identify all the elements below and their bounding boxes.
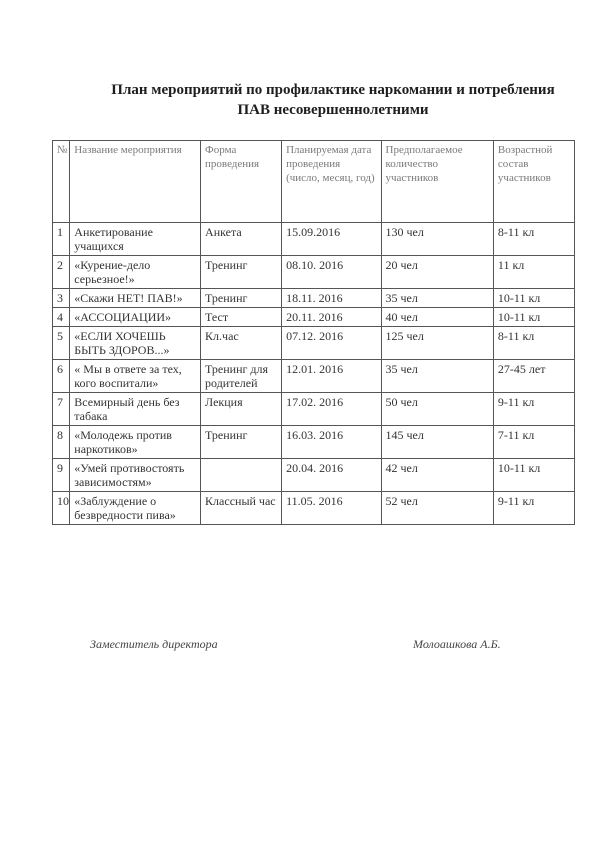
cell-number: 10 — [53, 492, 70, 525]
cell-quantity: 125 чел — [381, 327, 493, 360]
col-header-number: № — [53, 141, 70, 223]
cell-age: 10-11 кл — [493, 308, 574, 327]
cell-number: 4 — [53, 308, 70, 327]
cell-date: 20.04. 2016 — [282, 459, 381, 492]
cell-quantity: 40 чел — [381, 308, 493, 327]
events-table — [52, 140, 575, 525]
table-row — [53, 223, 575, 256]
cell-name: « Мы в ответе за тех, кого воспитали» — [70, 360, 201, 393]
table-row — [53, 360, 575, 393]
cell-date: 12.01. 2016 — [282, 360, 381, 393]
table-row — [53, 393, 575, 426]
table-row — [53, 256, 575, 289]
cell-age: 8-11 кл — [493, 327, 574, 360]
cell-age: 9-11 кл — [493, 393, 574, 426]
cell-form — [201, 459, 282, 492]
cell-number: 3 — [53, 289, 70, 308]
cell-date: 07.12. 2016 — [282, 327, 381, 360]
cell-quantity: 35 чел — [381, 360, 493, 393]
cell-form: Классный час — [201, 492, 282, 525]
cell-form: Лекция — [201, 393, 282, 426]
cell-quantity: 130 чел — [381, 223, 493, 256]
cell-age: 10-11 кл — [493, 459, 574, 492]
cell-name: «Скажи НЕТ! ПАВ!» — [70, 289, 201, 308]
cell-number: 2 — [53, 256, 70, 289]
table-row — [53, 426, 575, 459]
cell-form: Тренинг — [201, 426, 282, 459]
cell-date: 08.10. 2016 — [282, 256, 381, 289]
cell-form: Тест — [201, 308, 282, 327]
cell-name: «Умей противостоять зависимостям» — [70, 459, 201, 492]
cell-quantity: 52 чел — [381, 492, 493, 525]
col-header-quantity: Предполагаемое количество участников — [381, 141, 493, 223]
col-header-date: Планируемая дата проведения (число, месяц, год) — [282, 141, 381, 223]
table-row — [53, 327, 575, 360]
cell-number: 7 — [53, 393, 70, 426]
cell-form: Тренинг — [201, 289, 282, 308]
signatory-name: Молоашкова А.Б. — [413, 637, 501, 651]
cell-age: 11 кл — [493, 256, 574, 289]
cell-date: 11.05. 2016 — [282, 492, 381, 525]
cell-number: 8 — [53, 426, 70, 459]
cell-date: 15.09.2016 — [282, 223, 381, 256]
cell-age: 27-45 лет — [493, 360, 574, 393]
cell-form: Анкета — [201, 223, 282, 256]
cell-name: «Заблуждение о безвредности пива» — [70, 492, 201, 525]
cell-form: Тренинг — [201, 256, 282, 289]
col-header-form: Форма проведения — [201, 141, 282, 223]
cell-age: 8-11 кл — [493, 223, 574, 256]
table-row — [53, 308, 575, 327]
cell-number: 5 — [53, 327, 70, 360]
cell-date: 16.03. 2016 — [282, 426, 381, 459]
cell-form: Кл.час — [201, 327, 282, 360]
cell-quantity: 20 чел — [381, 256, 493, 289]
cell-form: Тренинг для родителей — [201, 360, 282, 393]
cell-quantity: 42 чел — [381, 459, 493, 492]
col-header-name: Название мероприятия — [70, 141, 201, 223]
cell-date: 20.11. 2016 — [282, 308, 381, 327]
cell-quantity: 50 чел — [381, 393, 493, 426]
cell-name: «Курение-дело серьезное!» — [70, 256, 201, 289]
cell-name: «Молодежь против наркотиков» — [70, 426, 201, 459]
cell-age: 10-11 кл — [493, 289, 574, 308]
signatory-position: Заместитель директора — [90, 637, 218, 651]
document-title: План мероприятий по профилактике наркомании и потребления ПАВ несовершеннолетними — [111, 82, 555, 118]
cell-name: «ЕСЛИ ХОЧЕШЬ БЫТЬ ЗДОРОВ...» — [70, 327, 201, 360]
cell-quantity: 145 чел — [381, 426, 493, 459]
table-row — [53, 492, 575, 525]
cell-date: 17.02. 2016 — [282, 393, 381, 426]
cell-quantity: 35 чел — [381, 289, 493, 308]
cell-number: 6 — [53, 360, 70, 393]
cell-date: 18.11. 2016 — [282, 289, 381, 308]
cell-age: 9-11 кл — [493, 492, 574, 525]
cell-name: «АССОЦИАЦИИ» — [70, 308, 201, 327]
cell-number: 9 — [53, 459, 70, 492]
cell-name: Всемирный день без табака — [70, 393, 201, 426]
table-row — [53, 459, 575, 492]
col-header-age: Возрастной состав участников — [493, 141, 574, 223]
cell-name: Анкетирование учащихся — [70, 223, 201, 256]
table-row — [53, 289, 575, 308]
cell-number: 1 — [53, 223, 70, 256]
cell-age: 7-11 кл — [493, 426, 574, 459]
table-header-row — [53, 141, 575, 223]
